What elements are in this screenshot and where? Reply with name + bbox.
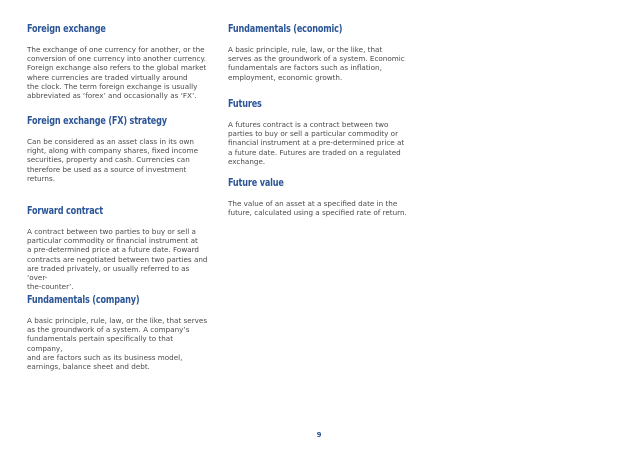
glossary-entry-future-value [228,177,410,217]
term-definition: The value of an asset at a specified date in the future, calculated using a specified rate of return. [228,199,407,218]
glossary-entry-forward-contract [27,205,209,291]
term-definition: A futures contract is a contract between two parties to buy or sell a particular commodity or financial instrument at a pre-determined price at a future date. Futures are traded on a regulated exchange. [228,120,405,166]
glossary-entry-fundamentals-company [27,294,209,371]
term-definition: A basic principle, rule, law, or the like, that serves as the groundwork of a system. A company’s fundamentals pertain specifically to that company, and are factors such as its business model, earnings, balance sheet and debt. [27,316,208,372]
glossary-entry-futures [228,98,410,166]
term-definition: A basic principle, rule, law, or the like, that serves as the groundwork of a system. Economic fundamentals are factors such as inflation, employment, economic growth. [228,45,405,82]
glossary-entry-fundamentals-economic [228,23,410,82]
glossary-entry-foreign-exchange [27,23,209,100]
glossary-entry-fx-strategy [27,115,209,183]
term-definition: Can be considered as an asset class in its own right, along with company shares, fixed income securities, property and cash. Currencies can therefore be used as a source of investment returns. [27,137,198,183]
term-heading: Forward contract [27,205,103,217]
term-heading: Fundamentals (company) [27,294,140,306]
term-heading: Foreign exchange [27,23,106,35]
term-heading: Fundamentals (economic) [228,23,343,35]
term-heading: Foreign exchange (FX) strategy [27,115,167,127]
term-definition: A contract between two parties to buy or sell a particular commodity or financial instrument at a pre-determined price at a future date. Foward contracts are negotiated between two parties and are traded privately, or usually referred to as ‘over- the-counter’. [27,227,208,292]
term-heading: Futures [228,98,262,110]
term-heading: Future value [228,177,284,189]
page-number: 9 [316,431,322,439]
term-definition: The exchange of one currency for another, or the conversion of one currency into another currency. Foreign exchange also refers to the global market where currencies are traded virtually around the clock. The term foreign exchange is usually abbreviated as ‘forex’ and occasionally as ‘FX’. [27,45,207,101]
